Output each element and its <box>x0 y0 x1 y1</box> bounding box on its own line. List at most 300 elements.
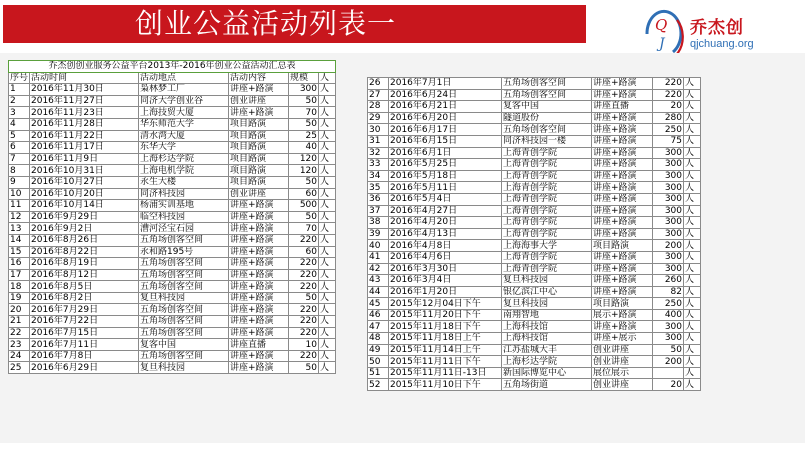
table-header-row <box>9 72 336 84</box>
cell-date: 2016年5月11日 <box>389 182 502 194</box>
cell-index: 30 <box>368 124 389 136</box>
table-row <box>9 153 336 165</box>
cell-unit: 人 <box>319 304 336 316</box>
cell-content: 讲座+路演 <box>592 170 653 182</box>
cell-index: 8 <box>9 165 30 177</box>
cell-location: 杨浦实训基地 <box>139 200 229 212</box>
cell-date: 2016年4月8日 <box>389 240 502 252</box>
cell-index: 17 <box>9 269 30 281</box>
cell-scale: 40 <box>289 142 319 154</box>
cell-index: 27 <box>368 89 389 101</box>
cell-unit: 人 <box>684 124 701 136</box>
cell-date: 2015年12月04日下午 <box>389 298 502 310</box>
cell-content: 讲座+路演 <box>592 159 653 171</box>
cell-location: 上海青创学院 <box>502 159 592 171</box>
cell-unit: 人 <box>319 107 336 119</box>
cell-content: 讲座+路演 <box>229 304 289 316</box>
table-row <box>368 367 701 379</box>
cell-index: 25 <box>9 362 30 374</box>
cell-date: 2015年11月14日上午 <box>389 344 502 356</box>
cell-index: 37 <box>368 205 389 217</box>
cell-date: 2016年6月17日 <box>389 124 502 136</box>
cell-index: 47 <box>368 321 389 333</box>
cell-scale: 400 <box>653 309 684 321</box>
cell-unit: 人 <box>684 159 701 171</box>
cell-date: 2015年11月10日下午 <box>389 379 502 391</box>
cell-unit: 人 <box>684 367 701 379</box>
cell-date: 2016年6月21日 <box>389 101 502 113</box>
cell-location: 五角场创客空间 <box>139 269 229 281</box>
cell-content: 项目路演 <box>229 176 289 188</box>
cell-unit: 人 <box>319 327 336 339</box>
cell-location: 五角场街道 <box>502 379 592 391</box>
table-row <box>9 188 336 200</box>
cell-location: 清水湾大厦 <box>139 130 229 142</box>
cell-date: 2016年8月12日 <box>30 269 139 281</box>
cell-location: 上海青创学院 <box>502 182 592 194</box>
cell-unit: 人 <box>684 379 701 391</box>
cell-scale: 300 <box>653 228 684 240</box>
cell-date: 2016年4月6日 <box>389 251 502 263</box>
cell-index: 16 <box>9 258 30 270</box>
table-row <box>368 309 701 321</box>
table-row <box>9 95 336 107</box>
cell-date: 2015年11月11日下午 <box>389 356 502 368</box>
table-row <box>368 379 701 391</box>
table-title: 乔杰创创业服务公益平台2013年-2016年创业公益活动汇总表 <box>9 61 336 73</box>
cell-location: 银亿滨江中心 <box>502 286 592 298</box>
page-title: 创业公益活动列表一 <box>135 7 397 40</box>
cell-location: 上海青创学院 <box>502 205 592 217</box>
cell-date: 2016年8月22日 <box>30 246 139 258</box>
cell-scale: 50 <box>653 344 684 356</box>
cell-location: 上海海事大学 <box>502 240 592 252</box>
cell-content: 创业讲座 <box>229 188 289 200</box>
cell-index: 32 <box>368 147 389 159</box>
cell-date: 2016年4月13日 <box>389 228 502 240</box>
cell-index: 24 <box>9 350 30 362</box>
logo-letter-q: Q <box>655 16 668 34</box>
cell-date: 2015年11月11日-13日 <box>389 367 502 379</box>
header-location: 活动地点 <box>139 72 229 84</box>
cell-unit: 人 <box>319 269 336 281</box>
cell-location: 枭林梦工厂 <box>139 84 229 96</box>
cell-scale: 300 <box>653 205 684 217</box>
header-date: 活动时间 <box>30 72 139 84</box>
cell-location: 上海杉达学院 <box>502 356 592 368</box>
cell-date: 2016年7月1日 <box>389 78 502 90</box>
table-row <box>368 251 701 263</box>
cell-index: 18 <box>9 281 30 293</box>
cell-content: 项目路演 <box>229 118 289 130</box>
cell-scale: 220 <box>653 78 684 90</box>
cell-content: 讲座直播 <box>592 101 653 113</box>
cell-unit: 人 <box>684 275 701 287</box>
cell-content: 讲座+路演 <box>229 200 289 212</box>
table-row <box>368 217 701 229</box>
cell-date: 2016年8月26日 <box>30 234 139 246</box>
cell-scale: 300 <box>653 263 684 275</box>
cell-content: 讲座+路演 <box>592 124 653 136</box>
cell-content: 讲座+路演 <box>592 263 653 275</box>
cell-content: 项目路演 <box>229 165 289 177</box>
cell-unit: 人 <box>319 246 336 258</box>
cell-scale: 50 <box>289 362 319 374</box>
cell-content: 讲座+路演 <box>229 223 289 235</box>
cell-location: 五角场创客空间 <box>502 124 592 136</box>
cell-scale: 120 <box>289 153 319 165</box>
cell-content: 讲座+路演 <box>229 327 289 339</box>
table-row <box>368 147 701 159</box>
table-row <box>9 350 336 362</box>
table-row <box>9 362 336 374</box>
cell-scale: 120 <box>289 165 319 177</box>
cell-location: 上海科技馆 <box>502 333 592 345</box>
cell-location: 上海电机学院 <box>139 165 229 177</box>
cell-location: 五角场创客空间 <box>139 350 229 362</box>
cell-content: 展位展示 <box>592 367 653 379</box>
cell-unit: 人 <box>319 258 336 270</box>
table-row <box>368 193 701 205</box>
cell-unit: 人 <box>684 251 701 263</box>
cell-scale: 10 <box>289 339 319 351</box>
cell-content: 讲座+路演 <box>592 286 653 298</box>
cell-unit: 人 <box>684 356 701 368</box>
cell-date: 2016年1月20日 <box>389 286 502 298</box>
table-row <box>9 223 336 235</box>
cell-unit: 人 <box>684 286 701 298</box>
cell-unit: 人 <box>684 321 701 333</box>
cell-scale: 20 <box>653 101 684 113</box>
cell-unit: 人 <box>684 101 701 113</box>
table-row <box>368 333 701 345</box>
cell-scale: 220 <box>289 234 319 246</box>
cell-index: 43 <box>368 275 389 287</box>
cell-date: 2016年10月27日 <box>30 176 139 188</box>
cell-date: 2016年6月29日 <box>30 362 139 374</box>
cell-index: 36 <box>368 193 389 205</box>
cell-scale: 300 <box>653 170 684 182</box>
table-row <box>9 258 336 270</box>
cell-location: 东华大学 <box>139 142 229 154</box>
cell-location: 复旦科技园 <box>502 275 592 287</box>
cell-date: 2015年11月18日上午 <box>389 333 502 345</box>
cell-unit: 人 <box>319 211 336 223</box>
cell-scale: 300 <box>653 217 684 229</box>
cell-date: 2016年10月14日 <box>30 200 139 212</box>
cell-index: 21 <box>9 316 30 328</box>
cell-index: 45 <box>368 298 389 310</box>
cell-index: 50 <box>368 356 389 368</box>
cell-scale: 500 <box>289 200 319 212</box>
cell-date: 2016年7月29日 <box>30 304 139 316</box>
cell-date: 2016年10月31日 <box>30 165 139 177</box>
cell-unit: 人 <box>684 170 701 182</box>
cell-date: 2016年7月22日 <box>30 316 139 328</box>
cell-unit: 人 <box>684 228 701 240</box>
cell-unit: 人 <box>684 217 701 229</box>
cell-unit: 人 <box>684 263 701 275</box>
cell-scale: 220 <box>289 281 319 293</box>
cell-content: 讲座+路演 <box>592 275 653 287</box>
cell-content: 讲座+路演 <box>592 89 653 101</box>
table-row <box>9 200 336 212</box>
cell-date: 2016年6月1日 <box>389 147 502 159</box>
cell-scale: 220 <box>289 316 319 328</box>
cell-index: 20 <box>9 304 30 316</box>
header-content: 活动内容 <box>229 72 289 84</box>
cell-scale: 300 <box>653 193 684 205</box>
cell-date: 2016年9月2日 <box>30 223 139 235</box>
logo-url: qjchuang.org <box>690 38 754 50</box>
cell-index: 41 <box>368 251 389 263</box>
cell-unit: 人 <box>684 147 701 159</box>
cell-index: 10 <box>9 188 30 200</box>
cell-unit: 人 <box>319 165 336 177</box>
cell-location: 新国际博览中心 <box>502 367 592 379</box>
cell-date: 2016年6月20日 <box>389 112 502 124</box>
table-row <box>9 316 336 328</box>
table-row <box>9 211 336 223</box>
cell-unit: 人 <box>684 78 701 90</box>
cell-unit: 人 <box>319 223 336 235</box>
page-banner <box>3 5 586 43</box>
cell-scale: 50 <box>289 176 319 188</box>
cell-index: 29 <box>368 112 389 124</box>
cell-unit: 人 <box>319 281 336 293</box>
cell-index: 39 <box>368 228 389 240</box>
cell-index: 19 <box>9 292 30 304</box>
cell-scale: 300 <box>653 147 684 159</box>
table-row <box>9 304 336 316</box>
cell-location: 上海青创学院 <box>502 217 592 229</box>
table-row <box>368 159 701 171</box>
cell-date: 2016年4月20日 <box>389 217 502 229</box>
cell-content: 讲座+路演 <box>229 362 289 374</box>
cell-content: 讲座+路演 <box>229 211 289 223</box>
cell-content: 讲座+路演 <box>592 78 653 90</box>
cell-index: 1 <box>9 84 30 96</box>
cell-location: 五角场创客空间 <box>139 327 229 339</box>
cell-unit: 人 <box>319 118 336 130</box>
table-row <box>368 78 701 90</box>
cell-index: 15 <box>9 246 30 258</box>
cell-unit: 人 <box>319 176 336 188</box>
cell-location: 华东师范大学 <box>139 118 229 130</box>
cell-date: 2016年11月28日 <box>30 118 139 130</box>
cell-scale: 60 <box>289 246 319 258</box>
cell-date: 2016年11月23日 <box>30 107 139 119</box>
table-row <box>368 356 701 368</box>
cell-scale: 220 <box>289 304 319 316</box>
cell-index: 49 <box>368 344 389 356</box>
cell-unit: 人 <box>319 234 336 246</box>
cell-index: 35 <box>368 182 389 194</box>
cell-location: 五角场创客空间 <box>502 78 592 90</box>
cell-date: 2016年11月9日 <box>30 153 139 165</box>
table-row <box>9 327 336 339</box>
table-row <box>368 170 701 182</box>
table-row <box>9 176 336 188</box>
cell-scale: 200 <box>653 240 684 252</box>
cell-content: 讲座+路演 <box>229 84 289 96</box>
cell-content: 讲座+路演 <box>592 205 653 217</box>
cell-location: 南翔智地 <box>502 309 592 321</box>
cell-unit: 人 <box>319 339 336 351</box>
table-row <box>368 135 701 147</box>
cell-index: 6 <box>9 142 30 154</box>
cell-index: 7 <box>9 153 30 165</box>
cell-scale: 75 <box>653 135 684 147</box>
cell-index: 5 <box>9 130 30 142</box>
cell-scale: 70 <box>289 107 319 119</box>
cell-scale: 50 <box>289 292 319 304</box>
cell-location: 五角场创客空间 <box>139 258 229 270</box>
cell-index: 52 <box>368 379 389 391</box>
cell-content: 讲座+路演 <box>592 251 653 263</box>
cell-index: 46 <box>368 309 389 321</box>
cell-index: 48 <box>368 333 389 345</box>
cell-date: 2015年11月20日下午 <box>389 309 502 321</box>
cell-location: 上海青创学院 <box>502 263 592 275</box>
cell-content: 项目路演 <box>229 130 289 142</box>
cell-content: 讲座+路演 <box>592 217 653 229</box>
cell-date: 2016年7月11日 <box>30 339 139 351</box>
cell-scale <box>653 367 684 379</box>
cell-content: 讲座+路演 <box>592 321 653 333</box>
cell-content: 创业讲座 <box>592 356 653 368</box>
cell-date: 2016年5月18日 <box>389 170 502 182</box>
activity-table-left <box>8 60 336 374</box>
cell-content: 讲座+路演 <box>592 182 653 194</box>
cell-unit: 人 <box>684 112 701 124</box>
cell-scale: 300 <box>653 159 684 171</box>
cell-scale: 250 <box>653 124 684 136</box>
cell-unit: 人 <box>684 205 701 217</box>
cell-date: 2015年11月18日下午 <box>389 321 502 333</box>
cell-location: 永生大楼 <box>139 176 229 188</box>
cell-scale: 50 <box>289 211 319 223</box>
cell-scale: 20 <box>653 379 684 391</box>
cell-content: 讲座+路演 <box>229 269 289 281</box>
cell-date: 2016年8月19日 <box>30 258 139 270</box>
cell-scale: 300 <box>653 333 684 345</box>
cell-content: 项目路演 <box>592 240 653 252</box>
cell-index: 28 <box>368 101 389 113</box>
cell-content: 讲座+路演 <box>592 135 653 147</box>
cell-location: 同济科技园 <box>139 188 229 200</box>
cell-scale: 300 <box>653 182 684 194</box>
table-row <box>9 130 336 142</box>
cell-unit: 人 <box>319 142 336 154</box>
cell-scale: 200 <box>653 356 684 368</box>
cell-date: 2016年3月4日 <box>389 275 502 287</box>
cell-index: 22 <box>9 327 30 339</box>
cell-index: 44 <box>368 286 389 298</box>
cell-unit: 人 <box>684 89 701 101</box>
cell-index: 31 <box>368 135 389 147</box>
cell-index: 2 <box>9 95 30 107</box>
logo-letter-j: J <box>659 36 665 52</box>
cell-date: 2016年8月5日 <box>30 281 139 293</box>
cell-location: 五角场创客空间 <box>139 316 229 328</box>
cell-date: 2016年11月22日 <box>30 130 139 142</box>
cell-content: 讲座+展示 <box>592 333 653 345</box>
cell-scale: 50 <box>289 118 319 130</box>
cell-scale: 50 <box>289 95 319 107</box>
cell-location: 复旦科技园 <box>502 298 592 310</box>
cell-location: 复客中国 <box>502 101 592 113</box>
header-scale: 规模 <box>289 72 319 84</box>
cell-location: 复旦科技园 <box>139 362 229 374</box>
cell-unit: 人 <box>684 344 701 356</box>
cell-unit: 人 <box>684 193 701 205</box>
table-row <box>9 281 336 293</box>
table-row <box>368 101 701 113</box>
cell-unit: 人 <box>319 292 336 304</box>
cell-date: 2016年4月27日 <box>389 205 502 217</box>
cell-scale: 300 <box>289 84 319 96</box>
cell-unit: 人 <box>684 298 701 310</box>
cell-scale: 60 <box>289 188 319 200</box>
cell-location: 上海科技馆 <box>502 321 592 333</box>
cell-location: 永和路195号 <box>139 246 229 258</box>
cell-index: 26 <box>368 78 389 90</box>
cell-unit: 人 <box>319 188 336 200</box>
header-unit: 人 <box>319 72 336 84</box>
cell-date: 2016年3月30日 <box>389 263 502 275</box>
cell-location: 复旦科技园 <box>139 292 229 304</box>
cell-content: 讲座+路演 <box>592 147 653 159</box>
cell-index: 34 <box>368 170 389 182</box>
cell-location: 隧道股份 <box>502 112 592 124</box>
cell-content: 展示+路演 <box>592 309 653 321</box>
header-index: 序号 <box>10 72 29 83</box>
cell-unit: 人 <box>684 135 701 147</box>
cell-content: 项目路演 <box>592 298 653 310</box>
cell-location: 五角场创客空间 <box>139 234 229 246</box>
cell-content: 讲座+路演 <box>229 234 289 246</box>
cell-location: 复客中国 <box>139 339 229 351</box>
cell-date: 2016年5月4日 <box>389 193 502 205</box>
cell-index: 42 <box>368 263 389 275</box>
cell-date: 2016年6月24日 <box>389 89 502 101</box>
table-row <box>9 84 336 96</box>
table-row <box>368 89 701 101</box>
cell-index: 51 <box>368 367 389 379</box>
cell-content: 讲座+路演 <box>229 316 289 328</box>
cell-content: 创业讲座 <box>592 344 653 356</box>
cell-unit: 人 <box>684 240 701 252</box>
cell-unit: 人 <box>319 316 336 328</box>
cell-scale: 300 <box>653 321 684 333</box>
cell-content: 讲座+路演 <box>229 258 289 270</box>
table-row <box>368 182 701 194</box>
table-row <box>9 234 336 246</box>
table-row <box>9 142 336 154</box>
cell-scale: 70 <box>289 223 319 235</box>
cell-index: 33 <box>368 159 389 171</box>
table-row <box>368 205 701 217</box>
cell-index: 9 <box>9 176 30 188</box>
cell-location: 临空科技园 <box>139 211 229 223</box>
cell-content: 讲座+路演 <box>592 228 653 240</box>
cell-date: 2016年11月17日 <box>30 142 139 154</box>
table-row <box>368 275 701 287</box>
cell-location: 江苏盐城大丰 <box>502 344 592 356</box>
cell-index: 23 <box>9 339 30 351</box>
cell-scale: 220 <box>289 327 319 339</box>
